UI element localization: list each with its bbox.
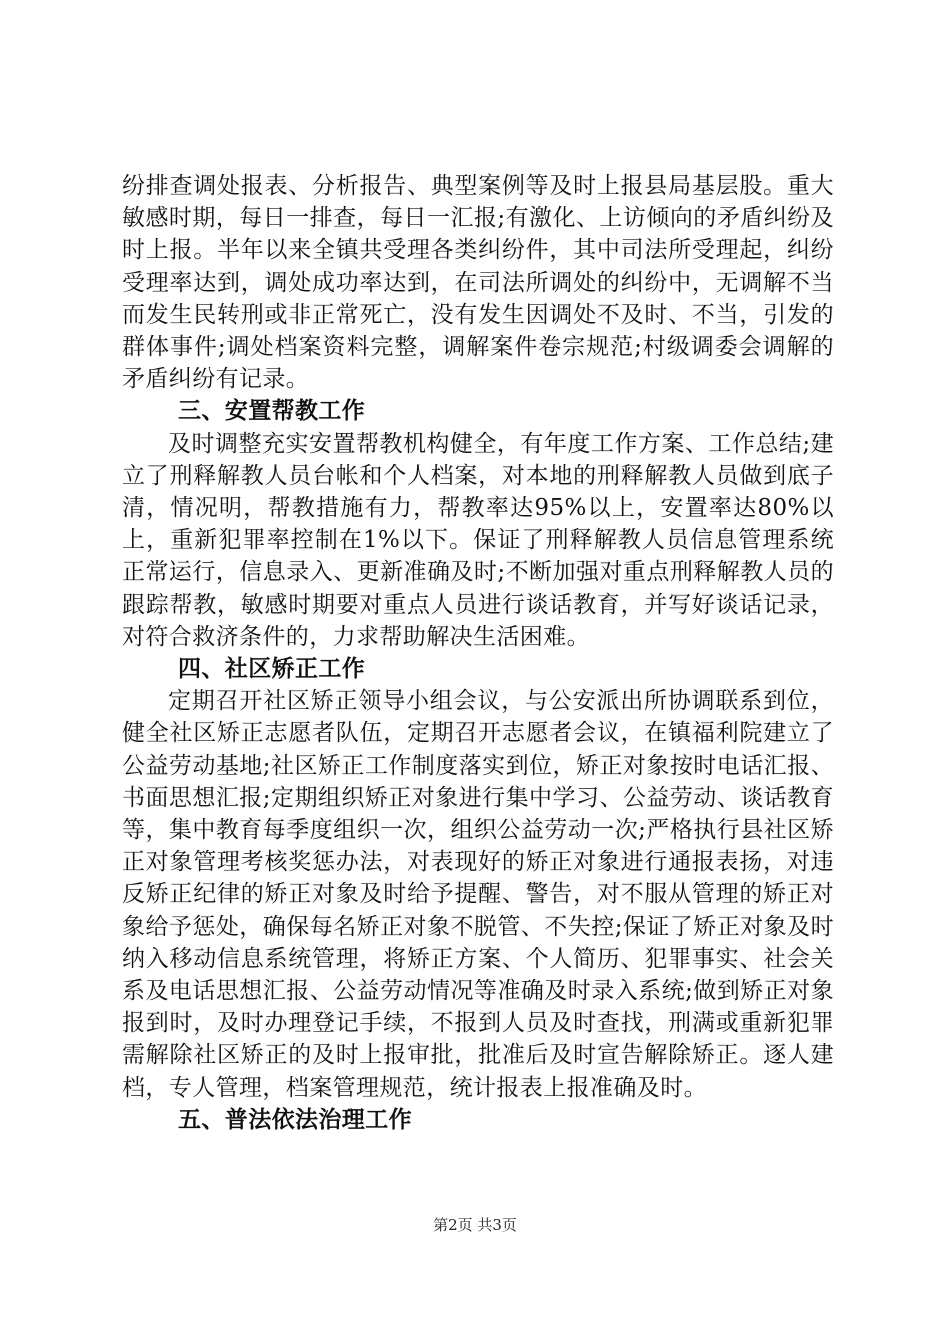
paragraph-dispute-mediation: 纷排查调处报表、分析报告、典型案例等及时上报县局基层股。重大敏感时期，每日一排查，每日一汇报;有激化、上访倾向的矛盾纠纷及时上报。半年以来全镇共受理各类纠纷件，其中司法所受理起，纠纷受理率达到，调处成功率达到，在司法所调处的纠纷中，无调解不当而发生民转刑或非正常死亡，没有发生因调处不及时、不当，引发的群体事件;调处档案资料完整，调解案件卷宗规范;村级调委会调解的矛盾纠纷有记录。 (122, 173, 834, 393)
document-body (122, 170, 834, 1136)
paragraph-resettlement-assistance: 及时调整充实安置帮教机构健全，有年度工作方案、工作总结;建立了刑释解教人员台帐和个人档案，对本地的刑释解教人员做到底子清，情况明，帮教措施有力，帮教率达95%以上，安置率达80%以上，重新犯罪率控制在1%以下。保证了刑释解教人员信息管理系统正常运行，信息录入、更新准确及时;不断加强对重点刑释解教人员的跟踪帮教，敏感时期要对重点人员进行谈话教育，并写好谈话记录，对符合救济条件的，力求帮助解决生活困难。 (122, 430, 834, 650)
heading-legal-education: 五、普法依法治理工作 (178, 1106, 412, 1133)
heading-resettlement-assistance: 三、安置帮教工作 (178, 398, 366, 425)
heading-community-correction: 四、社区矫正工作 (178, 656, 366, 683)
page-number-footer: 第2页 共3页 (433, 1216, 517, 1234)
paragraph-community-correction: 定期召开社区矫正领导小组会议，与公安派出所协调联系到位，健全社区矫正志愿者队伍，定期召开志愿者会议，在镇福利院建立了公益劳动基地;社区矫正工作制度落实到位，矫正对象按时电话汇报、书面思想汇报;定期组织矫正对象进行集中学习、公益劳动、谈话教育等，集中教育每季度组织一次，组织公益劳动一次;严格执行县社区矫正对象管理考核奖惩办法，对表现好的矫正对象进行通报表扬，对违反矫正纪律的矫正对象及时给予提醒、警告，对不服从管理的矫正对象给予惩处，确保每名矫正对象不脱管、不失控;保证了矫正对象及时纳入移动信息系统管理，将矫正方案、个人简历、犯罪事实、社会关系及电话思想汇报、公益劳动情况等准确及时录入系统;做到矫正对象报到时，及时办理登记手续，不报到人员及时查找，刑满或重新犯罪需解除社区矫正的及时上报审批，批准后及时宣告解除矫正。逐人建档，专人管理，档案管理规范，统计报表上报准确及时。 (122, 688, 834, 1101)
